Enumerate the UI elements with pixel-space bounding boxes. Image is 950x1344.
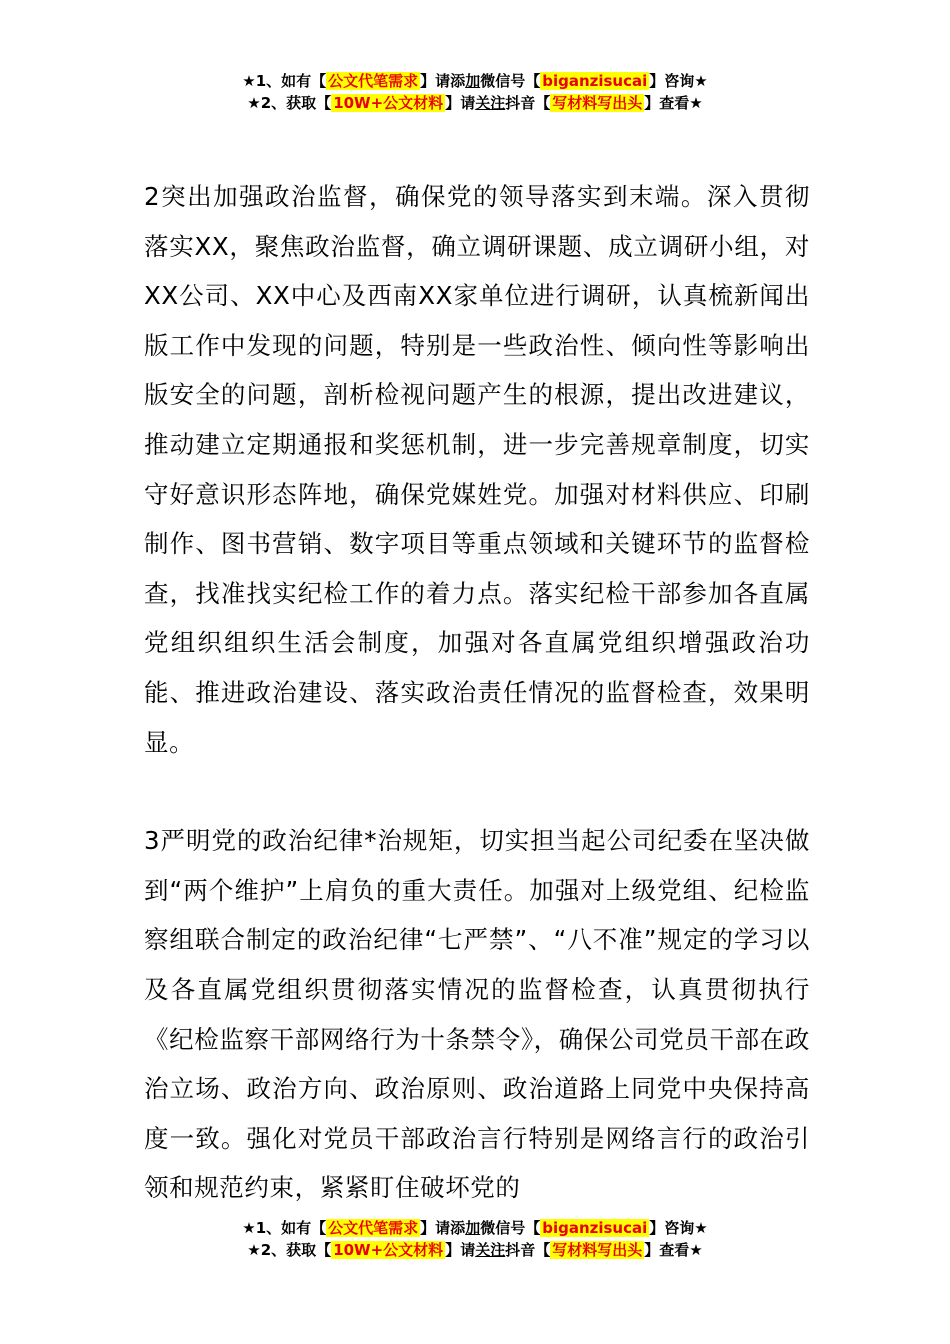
banner-text: 微信号【 (480, 72, 541, 90)
highlight-service: 公文代笔需求 (328, 1219, 419, 1237)
banner-text: 】查看★ (644, 94, 703, 112)
banner-text: 】请添 (420, 72, 466, 90)
header-banner (0, 70, 950, 114)
banner-underlined-text: 加 (465, 1219, 481, 1237)
highlight-service: 公文代笔需求 (328, 72, 419, 90)
highlight-wechat-id: biganzisucai (542, 72, 648, 90)
banner-text: ★1、如有【 (242, 72, 327, 90)
footer-banner (0, 1217, 950, 1261)
banner-underlined-text: 加 (465, 72, 481, 90)
highlight-wechat-id: biganzisucai (542, 1219, 648, 1237)
document-body (144, 172, 810, 1213)
banner-underlined-text: 关注 (475, 94, 506, 112)
banner-text: 抖音【 (505, 94, 551, 112)
banner-text: ★2、获取【 (247, 1241, 332, 1259)
banner-text: 】请 (445, 94, 476, 112)
highlight-materials: 10W+公文材料 (333, 1241, 444, 1259)
banner-text: 】咨询★ (649, 72, 708, 90)
banner-text: 微信号【 (480, 1219, 541, 1237)
paragraph-3: 3严明党的政治纪律*治规矩，切实担当起公司纪委在坚决做到“两个维护”上肩负的重大责任。加强对上级党组、纪检监察组联合制定的政治纪律“七严禁”、“八不准”规定的学习以及各直属党组织贯彻落实情况的监督检查，认真贯彻执行《纪检监察干部网络行为十条禁令》，确保公司党员干部在政治立场、政治方向、政治原则、政治道路上同党中央保持高度一致。强化对党员干部政治言行特别是网络言行的政治引领和规范约束，紧紧盯住破坏党的 (144, 826, 810, 1203)
banner-text: 抖音【 (505, 1241, 551, 1259)
banner-text: 】查看★ (644, 1241, 703, 1259)
highlight-douyin-id: 写材料写出头 (552, 1241, 643, 1259)
highlight-douyin-id: 写材料写出头 (552, 94, 643, 112)
banner-line-2 (0, 92, 950, 114)
banner-line-1 (0, 1217, 950, 1239)
banner-text: 】请添 (420, 1219, 466, 1237)
banner-underlined-text: 关注 (475, 1241, 506, 1259)
banner-text: ★2、获取【 (247, 94, 332, 112)
banner-text: ★1、如有【 (242, 1219, 327, 1237)
highlight-materials: 10W+公文材料 (333, 94, 444, 112)
banner-text: 】咨询★ (649, 1219, 708, 1237)
paragraph-2: 2突出加强政治监督，确保党的领导落实到末端。深入贯彻落实XX，聚焦政治监督，确立调研课题、成立调研小组，对XX公司、XX中心及西南XX家单位进行调研，认真梳新闻出版工作中发现的问题，特别是一些政治性、倾向性等影响出版安全的问题，剖析检视问题产生的根源，提出改进建议，推动建立定期通报和奖惩机制，进一步完善规章制度，切实守好意识形态阵地，确保党媒姓党。加强对材料供应、印刷制作、图书营销、数字项目等重点领域和关键环节的监督检查，找准找实纪检工作的着力点。落实纪检干部参加各直属党组织组织生活会制度，加强对各直属党组织增强政治功能、推进政治建设、落实政治责任情况的监督检查，效果明显。 (144, 182, 810, 757)
banner-line-2 (0, 1239, 950, 1261)
banner-text: 】请 (445, 1241, 476, 1259)
banner-line-1 (0, 70, 950, 92)
